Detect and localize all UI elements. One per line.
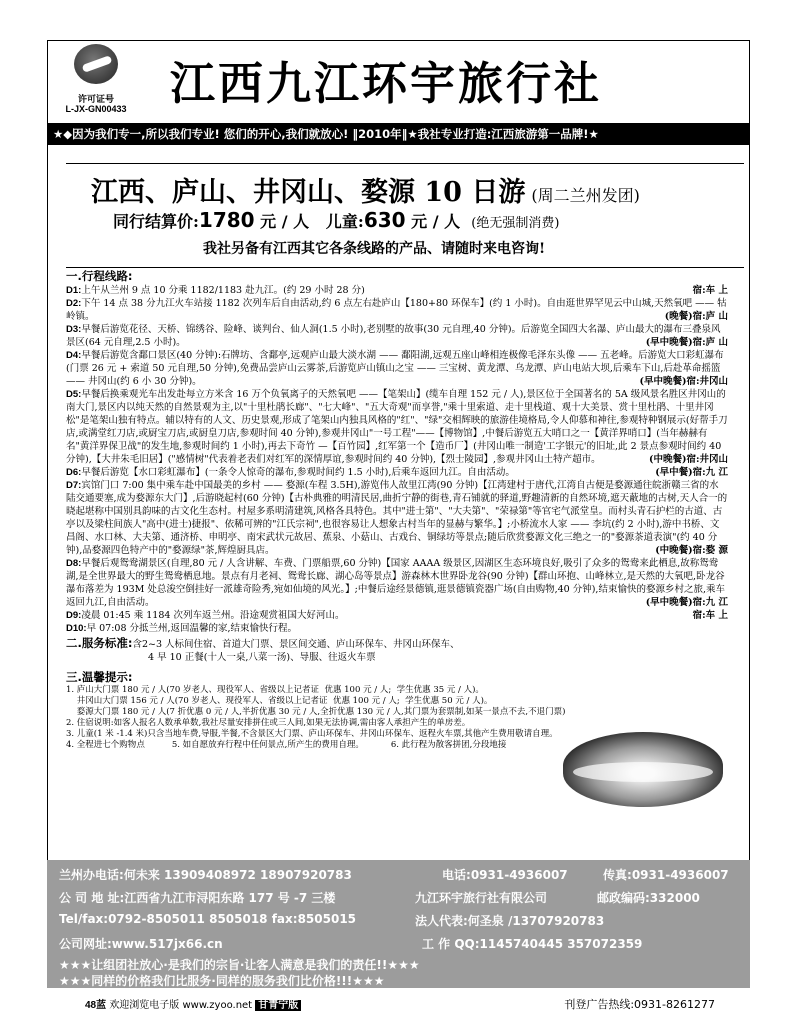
company-logo <box>60 44 132 124</box>
tour-price: 同行结算价:1780 元 / 人 儿童:630 元 / 人 (绝无强制消费) <box>113 208 560 232</box>
day-accommodation: (中晚餐)宿:婺 源 <box>651 544 728 557</box>
day-description: 早餐后观鸳鸯湖景区(自理,80 元 / 人含讲解、车费、门票船票,60 分钟)【国家 AAAA 级景区,因湖区生态环境良好,吸引了众多的鸳鸯来此栖息,故称鸳鸯湖,是全世界最大的野生鸳鸯栖息地。景点有月老祠、鸳鸯长廊、湖心岛等景点】游森林木世界卧龙谷(90 分钟)【群山环抱、山峰林立,是天然的大氧吧,卧龙谷瀑布落差为 193M 处总浚空倒挂好一派雄奇险秀,宛如仙境的风光。】;中餐后途经景德镇,逛景德镇瓷器广场(自由购物,40 分钟),结束愉快的婺源乡村之旅,乘车返回九江,自由活动。 <box>66 558 725 608</box>
day-accommodation: (早中晚餐)宿:九 江 <box>642 596 728 609</box>
postal-code: 邮政编码:332000 <box>597 891 700 905</box>
itinerary-day <box>66 609 728 622</box>
itinerary-day <box>66 557 728 609</box>
itinerary-day <box>66 323 728 349</box>
day-label: D2: <box>66 298 82 309</box>
day-list <box>66 284 728 635</box>
day-label: D9: <box>66 610 82 621</box>
day-accommodation: 宿:车 上 <box>689 609 728 622</box>
day-description: 早餐后换乘观光车出发赴每立方米含 16 万个负氧离子的天然氧吧 ——【笔架山】(缆车自理 152 元 / 人),景区位于全国著名的 5A 级风景名胜区井冈山的南大门,景区内以纯天然的自然景观为主,以"十里杜鹃长廊"、"七大峰"、"五大奇观"而享誉,"乘十里索道、走十里栈道、观十大美景、赏十里杜鹃、十里井冈松"是笔架山独有特点。辅以特有的人文、历史景观,形成了笔架山内独具风格的"红"、"绿"交相辉映的旅游佳境格局,令人仰慕和神往,参观特种钢展示(好帮手刀店,或满堂红刀店,或厨宝刀店,或厨皇刀店,参观时间 40 分钟),参观井冈山"一号工程"——【博物馆】,中餐后游览五大哨口之一【黄洋界哨口】(当年赫赫有名"黄洋界保卫战"的发生地,参观时间约 1 小时),再去下奇竹 —【百竹园】,红军第一个【造币厂】(井冈山唯一制造'工字银元'的旧址,此 2 景点参观时间约 40 分钟),【大井朱毛旧居】("感情树"代表着老表们对红军的深情厚谊,参观时间约 40 分钟),【烈士陵园】,参观井冈山土特产超市。 <box>66 389 728 465</box>
service-standard: 二.服务标准:含2~3 人标间住宿、首道大门票、景区间交通、庐山环保车、井冈山环保车、 4 早 10 正餐(十人一桌,八菜一汤)、导服、往返火车票 <box>66 637 728 664</box>
day-label: D8: <box>66 558 82 569</box>
contact-panel: 兰州办电话:何未来 13909408972 18907920783 电话:0931-4936007 传真:0931-4936007 公 司 地 址:江西省九江市浔阳东路 177 号 -7 三楼 九江环宇旅行社有限公司 邮政编码:332000 Tel/fax:0792-8505011 8505018 fax:8505015 法人代表:何圣泉 /13707920783 公司网址:www.517jx66.cn 工 作 QQ:1145740445 357072359 ★★★让组团社放心·是我们的宗旨·让客人满意是我们的责任!!★★★ ★★★同样的价格我们比服务·同样的服务我们比价格!!!★★★ <box>47 860 750 988</box>
day-label: D10: <box>66 623 87 634</box>
company-name: 江西九江环宇旅行社 <box>170 57 603 110</box>
service-line-2: 4 早 10 正餐(十人一桌,八菜一汤)、导服、往返火车票 <box>148 652 376 663</box>
day-description: 早餐后游览花径、天桥、锦绣谷、险峰、谈判台、仙人洞(1.5 小时),老别墅的故事(30 元自理,40 分钟)。后游览全国四大名瀑、庐山最大的瀑布三叠泉风景区(64 元自理,2.5 小时)。 <box>66 324 721 348</box>
tips-heading: 三.温馨提示: <box>66 670 133 684</box>
tip-item: 婺源大门票 180 元 / 人(7 折优惠 0 元 / 人,半折优惠 30 元 / 人,全折优惠 130 元 / 人,其门票为套票制,如某一景点不去,不退门票) <box>66 707 566 717</box>
mountain-scenery-image <box>563 732 723 807</box>
itinerary-body <box>66 268 728 751</box>
company-website: 公司网址:www.517jx66.cn <box>59 937 223 951</box>
day-accommodation: (中晚餐)宿:井冈山 <box>645 453 728 466</box>
page-number: 48 <box>85 1000 97 1011</box>
day-accommodation: (早中餐)宿:九 江 <box>651 466 728 479</box>
work-qq: 工 作 QQ:1145740445 357072359 <box>422 937 643 951</box>
day-description: 早 07:08 分抵兰州,返回温馨的家,结束愉快行程。 <box>86 623 298 634</box>
page-footer <box>85 996 715 1011</box>
itinerary-day <box>66 284 728 297</box>
tip-item: 3. 儿童(1 米 -1.4 米)只含当地车费,导服,半餐,不含景区大门票、庐山环保车、井冈山环保车、返程火车票,其他产生费用敬请自理。 <box>66 729 558 739</box>
footer-website: 欢迎浏览电子版 www.zyoo.net <box>109 1000 253 1011</box>
license-number: L-JX-GN00433 <box>65 104 127 114</box>
motto-line-1: ★★★让组团社放心·是我们的宗旨·让客人满意是我们的责任!!★★★ <box>59 958 420 972</box>
office-telephone: 0931-4936007 <box>470 868 568 882</box>
day-label: D6: <box>66 467 82 478</box>
day-description: 上午从兰州 9 点 10 分乘 1182/1183 赴九江。(约 29 小时 28 分) <box>81 285 365 296</box>
office-fax: 0931-4936007 <box>631 868 729 882</box>
day-description: 早餐后游览【水口彩虹瀑布】(一条令人惊奇的瀑布,参观时间约 1.5 小时),后乘车返回九江。自由活动。 <box>81 467 515 478</box>
tip-item: 井冈山大门票 156 元 / 人(70 岁老人、现役军人、省级以上记者证 优惠 100 元 / 人; 学生优惠 50 元 / 人)。 <box>66 696 493 706</box>
logo-emblem-icon <box>74 44 118 84</box>
service-line-1: 含2~3 人标间住宿、首道大门票、景区间交通、庐山环保车、井冈山环保车、 <box>132 639 460 650</box>
motto-line-2: ★★★同样的价格我们比服务·同样的服务我们比价格!!!★★★ <box>59 974 385 988</box>
tip-item: 2. 住宿说明:如客人报名人数承单数,我社尽量安排拼住或三人间,如果无法协调,需由客人承担产生的单房差。 <box>66 718 471 728</box>
day-accommodation: (早中晚餐)宿:庐 山 <box>642 336 728 349</box>
tour-title: 江西、庐山、井冈山、婺源 10 日游 (周二兰州发团) <box>91 177 640 208</box>
ad-hotline: 刊登广告热线:0931-8261277 <box>564 998 715 1011</box>
tip-item: 1. 庐山大门票 180 元 / 人(70 岁老人、现役军人、省级以上记者证 优惠 100 元 / 人; 学生优惠 35 元 / 人)。 <box>66 685 484 695</box>
slogan-bar: ★◆因为我们专一,所以我们专业! 您们的开心,我们就放心! ‖2010年‖★我社专业打造:江西旅游第一品牌!★ <box>47 123 750 145</box>
day-description: 宾馆门口 7:00 集中乘车赴中国最美的乡村 —— 婺源(车程 3.5H),游览伟人故里江湾(90 分钟)【江湾建村于唐代,江湾自古便是婺源通往皖浙赣三省的水陆交通要塞,成为婺源东大门】,后游晓起村(60 分钟)【古朴典雅的明清民居,曲折宁静的街巷,青石铺就的驿道,野趣清新的自然环境,遮天蔽地的古树,天人合一的晓起堪称中国别具韵味的古文化生态村。村屋多系明清建筑,风格各具特色。其中"进士第"、"大夫第"、"荣禄第"等官宅气派堂皇。而村头青石护栏的古道、古亭以及梁柱间族人"高中(进士)捷报"、依稀可辨的"江氏宗祠",也很容易让人想象古村当年的显赫与繁华。】;小桥流水人家 —— 李坑(约 2 小时),游中书桥、文昌阁、水口林、大夫第、通济桥、申明亭、南宋武状元故居、蕉泉、小菇山、古戏台、铜绿坊等景点;随后欣赏婺源文化三绝之一的"婺源茶道表演"(约 40 分钟),品婺源四色特产中的"婺源绿"茶,辉煌厨具店。 <box>66 480 728 556</box>
day-label: D5: <box>66 389 82 400</box>
itinerary-day <box>66 479 728 557</box>
itinerary-day <box>66 388 728 466</box>
edition-badge: 甘青宁版 <box>255 1000 301 1011</box>
tour-banner <box>66 163 744 268</box>
legal-representative: 法人代表:何圣泉 /13707920783 <box>415 914 605 928</box>
adult-price: 1780 <box>198 208 255 232</box>
company-legal-name: 九江环宇旅行社有限公司 <box>415 891 548 905</box>
day-label: D1: <box>66 285 82 296</box>
day-label: D7: <box>66 480 82 491</box>
day-label: D4: <box>66 350 82 361</box>
day-accommodation: 宿:车 上 <box>689 284 728 297</box>
day-description: 早餐后游览含鄱口景区(40 分钟):石牌坊、含鄱亭,远观庐山最大淡水湖 —— 鄱阳湖,远观五座山峰相连极像毛泽东头像 —— 五老峰。后游览大口彩虹瀑布(门票 26 元 + 索道 50 元自理,50 分钟),免费品尝庐山云雾茶,后游览庐山镇山之宝 —— 三宝树、黄龙潭、乌龙潭、庐山电站大坝,后乘车下山,后赴革命摇篮 —— 井冈山(约 6 小 30 分钟)。 <box>66 350 724 387</box>
itinerary-heading: 一.行程线路: <box>66 269 133 283</box>
page-mark: 蓝 <box>96 1000 107 1011</box>
price-note: (绝无强制消费) <box>471 216 560 231</box>
itinerary-day <box>66 297 728 323</box>
tour-departure-note: (周二兰州发团) <box>531 186 640 205</box>
itinerary-day <box>66 349 728 388</box>
child-price: 630 <box>363 208 406 232</box>
lanzhou-office-phone: 何未来 13909408972 18907920783 <box>123 868 352 882</box>
day-accommodation: (晚餐)宿:庐 山 <box>661 310 728 323</box>
logo-caption: 许可证号 <box>77 94 114 104</box>
tour-subtitle: 我社另备有江西其它各条线路的产品、请随时来电咨询! <box>203 241 546 257</box>
tip-item: 4. 全程进七个购物点 5. 如自愿放弃行程中任何景点,所产生的费用自理。 6. 此行程为散客拼团,分段地接 <box>66 740 507 750</box>
company-tel-fax: Tel/fax:0792-8505011 8505018 fax:8505015 <box>59 912 357 926</box>
company-address: 公 司 地 址:江西省九江市浔阳东路 177 号 -7 三楼 <box>59 891 336 905</box>
day-description: 下午 14 点 38 分九江火车站接 1182 次列车后自由活动,约 6 点左右赴庐山【180+80 环保车】(约 1 小时)。自由逛世界罕见云中山城,天然氧吧 —— 牯岭镇。 <box>66 298 727 322</box>
day-description: 凌晨 01:45 乘 1184 次列车返兰州。沿途观赏祖国大好河山。 <box>81 610 345 621</box>
itinerary-day <box>66 622 728 635</box>
day-label: D3: <box>66 324 82 335</box>
itinerary-day <box>66 466 728 479</box>
day-accommodation: (早中晚餐)宿:井冈山 <box>636 375 729 388</box>
lanzhou-office-label: 兰州办电话: <box>59 868 124 882</box>
